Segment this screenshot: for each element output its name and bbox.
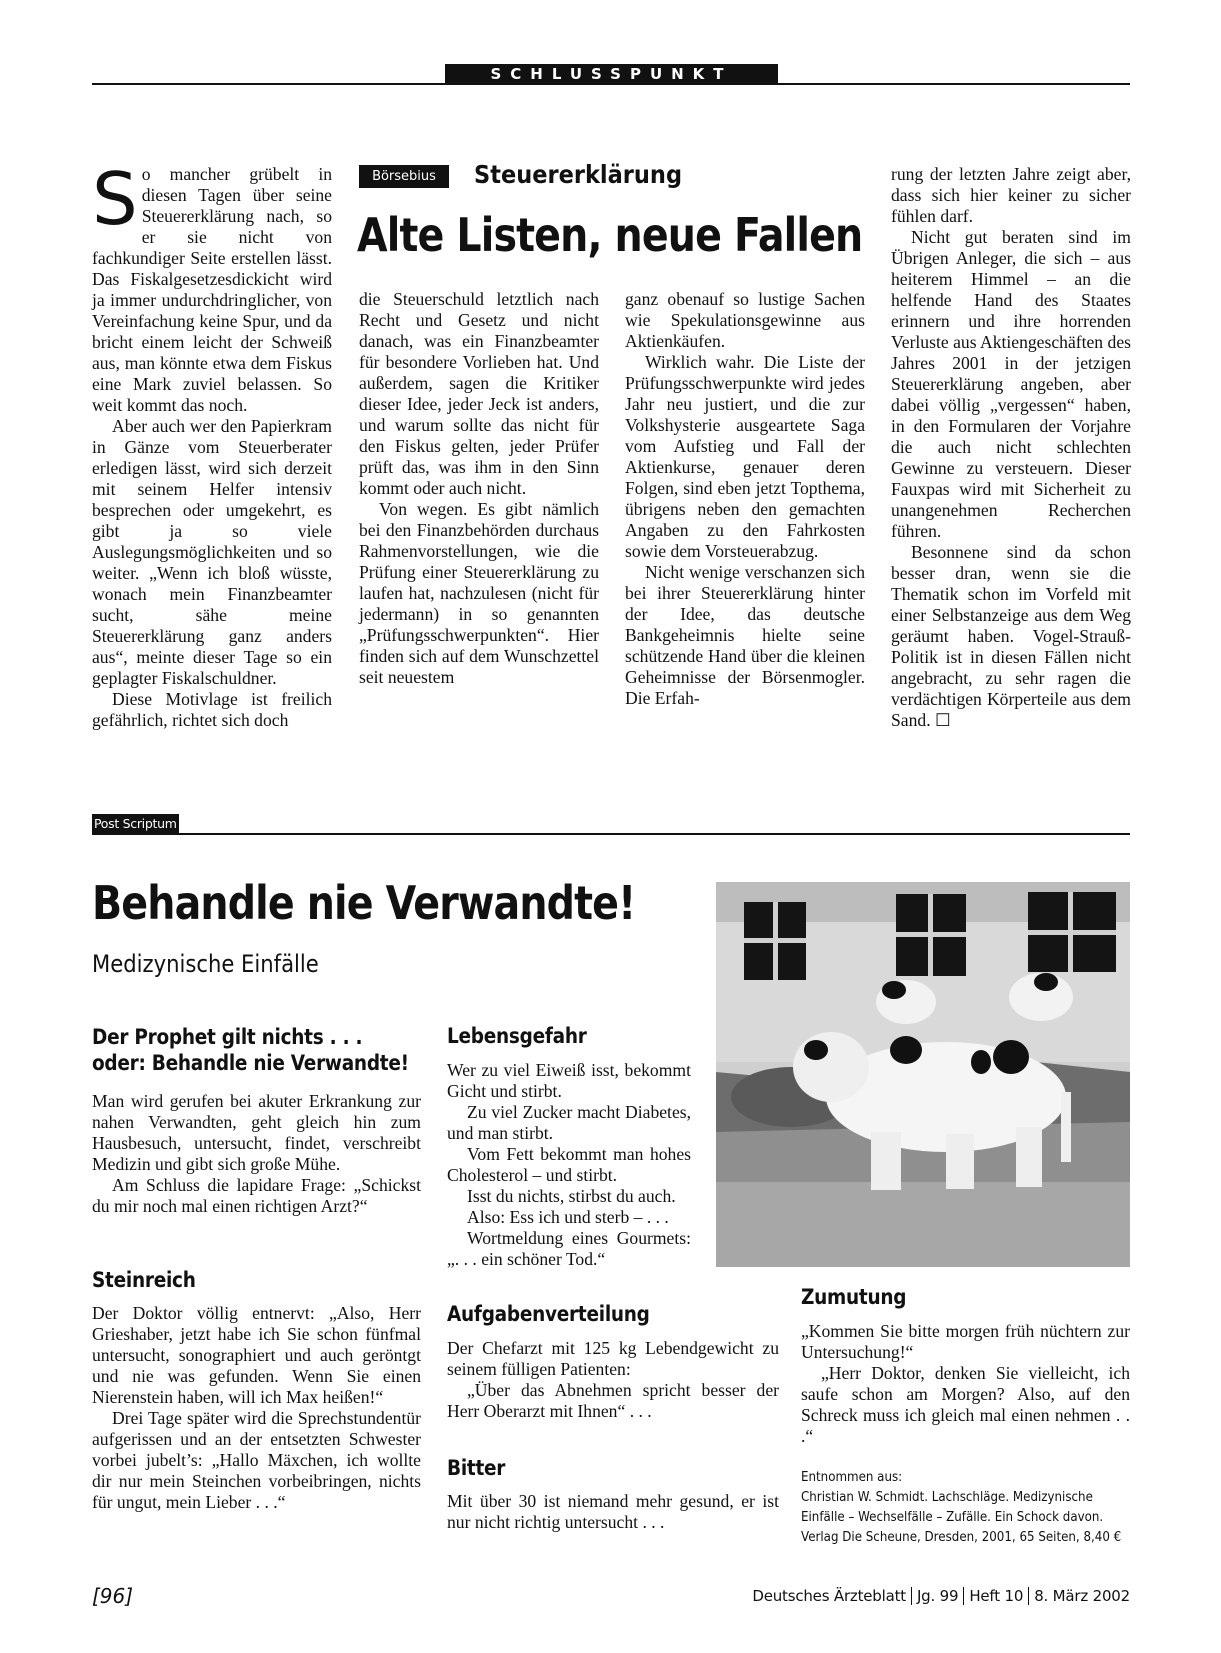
- paragraph: Von wegen. Es gibt nämlich bei den Finanzbehörden durchaus Rahmenvorstellungen, wie die Prüfung einer Steuererklärung zu laufen hat, nachzulesen (nicht für jedermann) in so genannten „Prüfungsschwerpunkten“. Hier finden sich auf dem Wunschzettel seit neuestem: [359, 499, 599, 687]
- paragraph: ganz obenauf so lustige Sachen wie Spekulationsgewinne aus Aktienkäufen.: [625, 289, 865, 351]
- section-title-bitter: Bitter: [447, 1456, 506, 1480]
- paragraph: Zu viel Zucker macht Diabetes, und man stirbt.: [447, 1102, 691, 1143]
- article-topic: Steuererklärung: [474, 160, 683, 189]
- journal-info: [752, 1587, 1130, 1605]
- paragraph: rung der letzten Jahre zeigt aber, dass sich hier keiner zu sicher fühlen darf.: [891, 164, 1131, 226]
- paragraph: „Herr Doktor, denken Sie vielleicht, ich saufe schon am Morgen? Also, auf den Schreck muss ich gleich mal einen nehmen . . .“: [801, 1363, 1130, 1446]
- paragraph: „Über das Abnehmen spricht besser der Herr Oberarzt mit Ihnen“ . . .: [447, 1380, 779, 1421]
- paragraph: „Kommen Sie bitte morgen früh nüchtern zur Untersuchung!“: [801, 1321, 1130, 1362]
- paragraph: Der Chefarzt mit 125 kg Lebendgewicht zu seinem fülligen Patienten:: [447, 1338, 779, 1379]
- section-title-lebensgefahr: Lebensgefahr: [447, 1024, 587, 1048]
- section-text-aufgabenverteilung: [447, 1338, 779, 1422]
- source-line: Verlag Die Scheune, Dresden, 2001, 65 Seiten, 8,40 €: [801, 1530, 1122, 1545]
- post-scriptum-rule: [92, 833, 1130, 835]
- paragraph: Am Schluss die lapidare Frage: „Schickst du mir noch mal einen richtigen Arzt?“: [92, 1175, 421, 1216]
- paragraph: Der Doktor völlig entnervt: „Also, Herr Grieshaber, jetzt habe ich Sie schon fünfmal untersucht, sonographiert und auch geröntgt und nie was gefunden. Wenn Sie einen Nierenstein haben, will ich Max heißen!“: [92, 1303, 421, 1407]
- section-title-aufgabenverteilung: Aufgabenverteilung: [447, 1302, 650, 1326]
- source-line: Christian W. Schmidt. Lachschläge. Medizynische: [801, 1490, 1093, 1505]
- section-text-steinreich: [92, 1303, 421, 1513]
- paragraph: Isst du nichts, stirbst du auch.: [467, 1186, 676, 1206]
- section-text-bitter: [447, 1491, 779, 1533]
- paragraph: o mancher grübelt in diesen Tagen über seine Steuererklärung nach, so er sie nicht von fachkundiger Seite erstellen lässt. Das Fiskalgesetzesdickicht wird ja immer undurchdringlicher, von Vereinfachung keine Spur, und da bricht einem leicht der Schweiß aus, man könnte etwa dem Fiskus eine Mark zuviel belassen. So weit kommt das noch.: [92, 164, 332, 415]
- paragraph: Wirklich wahr. Die Liste der Prüfungsschwerpunkte wird jedes Jahr neu justiert, und die zur Volkshysterie ausgeartete Saga vom Aufstieg und Fall der Aktienkurse, genauer deren Folgen, sind eben jetzt Topthema, übrigens neben den gemachten Angaben zu den Fahrkosten sowie dem Vorsteuerabzug.: [625, 352, 865, 561]
- paragraph: Aber auch wer den Papierkram in Gänze vom Steuerberater erledigen lässt, wird sich derzeit mit seinem Helfer intensiv besprechen oder umgekehrt, es gibt ja so viele Auslegungsmöglichkeiten und so weiter. „Wenn ich bloß wüsste, wonach mein Finanzbeamter sucht, sähe meine Steuererklärung ganz anders aus“, meinte dieser Tage so ein geplagter Fiskalschuldner.: [92, 416, 332, 688]
- painting-illustration: [716, 882, 1130, 1267]
- paragraph: Besonnene sind da schon besser dran, wenn sie die Thematik schon im Vorfeld mit einer Selbstanzeige aus dem Weg geräumt haben. Vogel-Strauß-Politik ist in diesen Fällen nicht angebracht, zu sehr ragen die verdächtigen Körperteile aus dem Sand. ☐: [891, 542, 1131, 730]
- section-title-zumutung: Zumutung: [801, 1285, 907, 1309]
- post-subtitle: Medizynische Einfälle: [92, 950, 319, 978]
- section-title-prophet: Der Prophet gilt nichts . . .: [92, 1025, 363, 1049]
- section-title-prophet-2: oder: Behandle nie Verwandte!: [92, 1051, 409, 1075]
- journal-issue: Heft 10: [969, 1587, 1024, 1605]
- section-title-steinreich: Steinreich: [92, 1268, 196, 1292]
- post-headline: Behandle nie Verwandte!: [92, 876, 636, 930]
- paragraph: Wortmeldung eines Gourmets: „. . . ein schöner Tod.“: [447, 1228, 691, 1269]
- section-label: SCHLUSSPUNKT: [445, 64, 778, 84]
- paragraph: Mit über 30 ist niemand mehr gesund, er ist nur nicht richtig untersucht . . .: [447, 1491, 779, 1532]
- paragraph: Nicht gut beraten sind im Übrigen Anleger, die sich – aus heiterem Himmel – an die helfende Hand des Staates erinnern und ihre horrenden Verluste aus Aktiengeschäften des Jahres 2001 in der jetzigen Steuererklärung angeben, aber dabei völlig „vergessen“ haben, in den Formularen der Vorjahre die auch nicht schlechten Gewinne zu versteuern. Dieser Fauxpas wird mit Sicherheit zu unangenehmen Recherchen führen.: [891, 227, 1131, 541]
- source-line: Entnommen aus:: [801, 1470, 903, 1485]
- paragraph: die Steuerschuld letztlich nach Recht und Gesetz und nicht danach, was ein Finanzbeamter für besondere Vorlieben hat. Und außerdem, sagen die Kritiker dieser Idee, jeder Jeck ist anders, und warum sollte das nicht für den Fiskus gelten, jeder Prüfer prüft das, was ihm in den Sinn kommt oder auch nicht.: [359, 289, 599, 498]
- paragraph: Also: Ess ich und sterb – . . .: [467, 1207, 669, 1227]
- journal-volume: Jg. 99: [916, 1587, 959, 1605]
- journal-name: Deutsches Ärzteblatt: [752, 1587, 906, 1605]
- paragraph: Nicht wenige verschanzen sich bei ihrer Steuererklärung hinter der Idee, das deutsche Bankgeheimnis hielte seine schützende Hand über die kleinen Geheimnisse der Börsenmogler. Die Erfah-: [625, 562, 865, 708]
- source-line: Einfälle – Wechselfälle – Zufälle. Ein Schock davon.: [801, 1510, 1104, 1525]
- section-text-zumutung: [801, 1321, 1130, 1447]
- paragraph: Wer zu viel Eiweiß isst, bekommt Gicht und stirbt.: [447, 1060, 691, 1101]
- paragraph: Vom Fett bekommt man hohes Cholesterol – und stirbt.: [447, 1144, 691, 1185]
- article-column-1: [92, 157, 332, 731]
- article-column-2: [359, 289, 599, 688]
- paragraph: Diese Motivlage ist freilich gefährlich, richtet sich doch: [92, 689, 332, 730]
- section-text-lebensgefahr: [447, 1060, 691, 1270]
- page-number: [96]: [92, 1584, 134, 1608]
- article-column-3: [625, 289, 865, 709]
- kicker-boersebius: Börsebius: [359, 165, 449, 188]
- paragraph: Drei Tage später wird die Sprechstundentür aufgerissen und an der entsetzten Schwester vorbei jubelt’s: „Hallo Mäxchen, ich wollte dir nur mein Steinchen vorbeibringen, nichts für ungut, mein Lieber . . .“: [92, 1408, 421, 1512]
- journal-date: 8. März 2002: [1034, 1587, 1130, 1605]
- section-text-prophet: [92, 1091, 421, 1217]
- dropcap: S: [92, 157, 138, 241]
- kicker-post-scriptum: Post Scriptum: [92, 814, 179, 834]
- article-headline: Alte Listen, neue Fallen: [357, 208, 863, 262]
- paragraph: Man wird gerufen bei akuter Erkrankung zur nahen Verwandten, geht gleich hin zum Hausbesuch, untersucht, findet, verschreibt Medizin und gibt sich große Mühe.: [92, 1091, 421, 1174]
- article-column-4: [891, 164, 1131, 731]
- source-citation: [801, 1468, 1130, 1548]
